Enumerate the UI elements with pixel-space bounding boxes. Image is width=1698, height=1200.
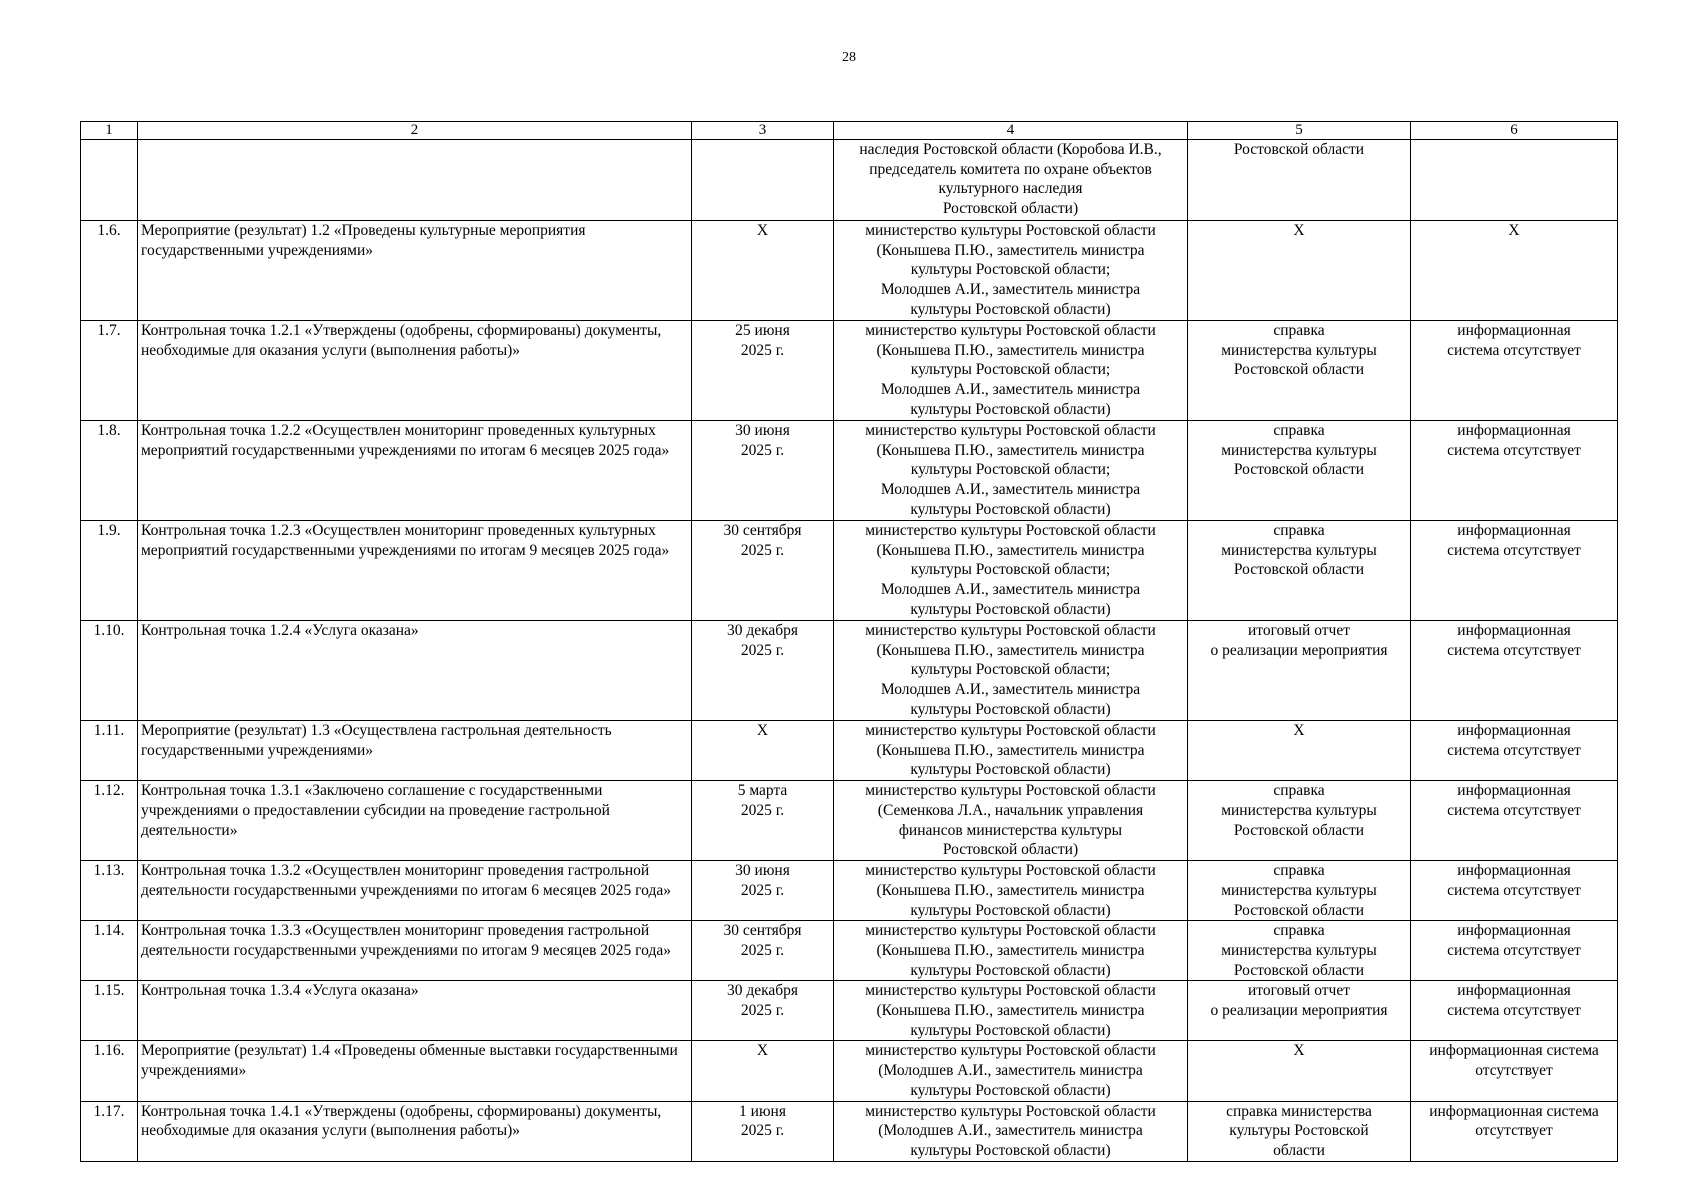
row-name: Контрольная точка 1.2.1 «Утверждены (одобрены, сформированы) документы, необходимые для оказания услуги (выполнения работы)»	[141, 322, 662, 359]
row-number-cell	[81, 321, 138, 421]
row-responsible: министерство культуры Ростовской области (Конышева П.Ю., заместитель министра культуры Ростовской области; Молодшев А.И., заместитель министра культуры Ростовской области)	[865, 422, 1156, 518]
row-document: справка министерства культуры Ростовской области	[1221, 322, 1377, 379]
row-system: информационная система отсутствует	[1447, 922, 1581, 959]
row-number-cell	[81, 140, 138, 221]
plan-table	[80, 121, 1618, 1162]
row-name-cell	[138, 721, 692, 781]
row-document: справка министерства культуры Ростовской области	[1221, 422, 1377, 479]
table-row	[81, 1041, 1618, 1101]
row-document: справка министерства культуры Ростовской области	[1221, 782, 1377, 839]
row-document-cell	[1188, 721, 1411, 781]
row-responsible-cell	[834, 321, 1188, 421]
row-responsible: министерство культуры Ростовской области (Конышева П.Ю., заместитель министра культуры Ростовской области)	[865, 922, 1156, 979]
row-date: 5 марта 2025 г.	[737, 782, 788, 819]
row-number: 1.11.	[93, 722, 125, 739]
row-date-cell	[692, 621, 834, 721]
row-responsible: министерство культуры Ростовской области (Конышева П.Ю., заместитель министра культуры Ростовской области; Молодшев А.И., заместитель министра культуры Ростовской области)	[865, 222, 1156, 318]
row-date: 30 сентября 2025 г.	[723, 522, 802, 559]
row-system: информационная система отсутствует	[1447, 622, 1581, 659]
table-row	[81, 921, 1618, 981]
row-document: справка министерства культуры Ростовской области	[1226, 1102, 1372, 1159]
row-date-cell	[692, 981, 834, 1041]
table-row	[81, 781, 1618, 861]
row-document: справка министерства культуры Ростовской области	[1221, 862, 1377, 919]
row-number: 1.6.	[97, 222, 121, 239]
row-responsible: министерство культуры Ростовской области (Конышева П.Ю., заместитель министра культуры Ростовской области; Молодшев А.И., заместитель министра культуры Ростовской области)	[865, 322, 1156, 418]
row-system-cell	[1411, 861, 1618, 921]
row-responsible-cell	[834, 781, 1188, 861]
row-name: Контрольная точка 1.3.1 «Заключено соглашение с государственными учреждениями о предоставлении субсидии на проведение гастрольной деятельности»	[141, 782, 610, 839]
row-name-cell	[138, 321, 692, 421]
row-system-cell	[1411, 1101, 1618, 1161]
row-number-cell	[81, 1041, 138, 1101]
row-responsible-cell	[834, 921, 1188, 981]
row-date-cell	[692, 781, 834, 861]
row-system: информационная система отсутствует	[1429, 1102, 1599, 1140]
row-number-cell	[81, 521, 138, 621]
row-number-cell	[81, 781, 138, 861]
row-responsible: министерство культуры Ростовской области (Конышева П.Ю., заместитель министра культуры Ростовской области)	[865, 982, 1156, 1039]
row-name-cell	[138, 861, 692, 921]
row-date-cell	[692, 921, 834, 981]
row-name: Мероприятие (результат) 1.3 «Осуществлена гастрольная деятельность государственными учреждениями»	[141, 722, 612, 759]
row-document-cell	[1188, 981, 1411, 1041]
row-document: итоговый отчет о реализации мероприятия	[1210, 982, 1388, 1020]
row-system: информационная система отсутствует	[1429, 1042, 1599, 1080]
row-document-cell	[1188, 621, 1411, 721]
row-responsible-cell	[834, 861, 1188, 921]
table-row	[81, 721, 1618, 781]
row-number: 1.8.	[97, 422, 121, 439]
row-responsible: министерство культуры Ростовской области (Молодшев А.И., заместитель министра культуры Ростовской области)	[865, 1042, 1156, 1099]
column-number-1: 1	[81, 122, 138, 140]
row-system-cell	[1411, 521, 1618, 621]
table-row	[81, 981, 1618, 1041]
table-row	[81, 321, 1618, 421]
row-responsible: министерство культуры Ростовской области (Семенкова Л.А., начальник управления финансов министерства культуры Ростовской области)	[865, 782, 1156, 859]
row-number: 1.17.	[93, 1102, 125, 1120]
row-name-cell	[138, 221, 692, 321]
row-responsible: министерство культуры Ростовской области (Конышева П.Ю., заместитель министра культуры Ростовской области)	[865, 862, 1156, 919]
row-date: X	[756, 1042, 769, 1060]
row-date-cell	[692, 321, 834, 421]
row-responsible-cell	[834, 521, 1188, 621]
column-number-6: 6	[1411, 122, 1618, 140]
row-number-cell	[81, 1101, 138, 1161]
row-date: 30 декабря 2025 г.	[726, 982, 799, 1020]
row-document: справка министерства культуры Ростовской области	[1221, 922, 1377, 979]
row-system-cell	[1411, 981, 1618, 1041]
row-date: 1 июня 2025 г.	[739, 1102, 786, 1140]
table-row	[81, 221, 1618, 321]
row-responsible: министерство культуры Ростовской области (Конышева П.Ю., заместитель министра культуры Ростовской области; Молодшев А.И., заместитель министра культуры Ростовской области)	[865, 622, 1156, 718]
row-responsible-cell	[834, 621, 1188, 721]
row-name-cell	[138, 781, 692, 861]
table-row	[81, 421, 1618, 521]
row-responsible-cell	[834, 421, 1188, 521]
row-date: 30 декабря 2025 г.	[726, 622, 799, 659]
row-number-cell	[81, 221, 138, 321]
row-number-cell	[81, 861, 138, 921]
row-date-cell	[692, 721, 834, 781]
row-date-cell	[692, 221, 834, 321]
row-name: Контрольная точка 1.3.2 «Осуществлен мониторинг проведения гастрольной деятельности государственными учреждениями по итогам 6 месяцев 2025 года»	[141, 862, 671, 899]
row-number-cell	[81, 981, 138, 1041]
row-document-cell	[1188, 321, 1411, 421]
row-system-cell	[1411, 921, 1618, 981]
row-responsible-cell	[834, 721, 1188, 781]
row-name: Контрольная точка 1.2.2 «Осуществлен мониторинг проведенных культурных мероприятий государственными учреждениями по итогам 6 месяцев 2025 года»	[141, 422, 670, 459]
row-system: информационная система отсутствует	[1447, 722, 1581, 759]
row-number-cell	[81, 721, 138, 781]
row-date: X	[756, 222, 769, 239]
row-document-cell	[1188, 221, 1411, 321]
row-system: информационная система отсутствует	[1447, 862, 1581, 899]
row-number: 1.15.	[93, 982, 125, 1000]
row-responsible-cell	[834, 221, 1188, 321]
row-document: X	[1293, 722, 1305, 739]
row-responsible-cell	[834, 1101, 1188, 1161]
row-document: Ростовской области	[1233, 141, 1365, 158]
row-name: Контрольная точка 1.2.4 «Услуга оказана»	[141, 622, 419, 639]
row-date-cell	[692, 1041, 834, 1101]
column-number-row	[81, 122, 1618, 140]
row-responsible-cell	[834, 1041, 1188, 1101]
row-document-cell	[1188, 140, 1411, 221]
row-system-cell	[1411, 140, 1618, 221]
page-number: 28	[842, 50, 856, 65]
row-name-cell	[138, 140, 692, 221]
column-number-5: 5	[1188, 122, 1411, 140]
row-name-cell	[138, 621, 692, 721]
table-row	[81, 1101, 1618, 1161]
row-system-cell	[1411, 221, 1618, 321]
row-system-cell	[1411, 421, 1618, 521]
row-system-cell	[1411, 721, 1618, 781]
row-name: Мероприятие (результат) 1.2 «Проведены культурные мероприятия государственными учреждениями»	[141, 222, 586, 259]
row-document-cell	[1188, 861, 1411, 921]
row-responsible: министерство культуры Ростовской области (Конышева П.Ю., заместитель министра культуры Ростовской области; Молодшев А.И., заместитель министра культуры Ростовской области)	[865, 522, 1156, 618]
row-date: 30 сентября 2025 г.	[723, 922, 802, 959]
column-number-3: 3	[692, 122, 834, 140]
row-number: 1.7.	[97, 322, 121, 339]
row-date-cell	[692, 521, 834, 621]
row-name: Контрольная точка 1.2.3 «Осуществлен мониторинг проведенных культурных мероприятий государственными учреждениями по итогам 9 месяцев 2025 года»	[141, 522, 670, 559]
row-system-cell	[1411, 621, 1618, 721]
row-number: 1.10.	[93, 622, 125, 639]
row-number: 1.16.	[93, 1042, 125, 1060]
row-document: итоговый отчет о реализации мероприятия	[1210, 622, 1388, 659]
row-name: Контрольная точка 1.4.1 «Утверждены (одобрены, сформированы) документы, необходимые для оказания услуги (выполнения работы)»	[141, 1102, 662, 1140]
row-name-cell	[138, 1101, 692, 1161]
row-system-cell	[1411, 781, 1618, 861]
row-document-cell	[1188, 1041, 1411, 1101]
row-system-cell	[1411, 321, 1618, 421]
row-number-cell	[81, 921, 138, 981]
row-name: Контрольная точка 1.3.3 «Осуществлен мониторинг проведения гастрольной деятельности государственными учреждениями по итогам 9 месяцев 2025 года»	[141, 922, 671, 959]
row-system: информационная система отсутствует	[1447, 522, 1581, 559]
row-document-cell	[1188, 1101, 1411, 1161]
row-responsible: министерство культуры Ростовской области (Молодшев А.И., заместитель министра культуры Ростовской области)	[865, 1102, 1156, 1159]
row-system: информационная система отсутствует	[1447, 422, 1581, 459]
row-document: X	[1293, 1042, 1305, 1060]
row-number: 1.9.	[97, 522, 121, 539]
row-system-cell	[1411, 1041, 1618, 1101]
row-document-cell	[1188, 781, 1411, 861]
row-system: информационная система отсутствует	[1447, 322, 1581, 359]
row-name-cell	[138, 421, 692, 521]
table-row	[81, 140, 1618, 221]
row-document: справка министерства культуры Ростовской области	[1221, 522, 1377, 579]
row-name: Мероприятие (результат) 1.4 «Проведены обменные выставки государственными учреждениями»	[141, 1042, 678, 1080]
row-responsible-cell	[834, 140, 1188, 221]
row-responsible: наследия Ростовской области (Коробова И.В., председатель комитета по охране объектов культурного наследия Ростовской области)	[859, 141, 1162, 218]
row-name-cell	[138, 521, 692, 621]
row-date-cell	[692, 421, 834, 521]
row-number: 1.12.	[93, 782, 125, 800]
row-system: информационная система отсутствует	[1447, 982, 1581, 1020]
row-document-cell	[1188, 921, 1411, 981]
row-responsible: министерство культуры Ростовской области (Конышева П.Ю., заместитель министра культуры Ростовской области)	[865, 722, 1156, 779]
table-row	[81, 861, 1618, 921]
row-name-cell	[138, 1041, 692, 1101]
row-responsible-cell	[834, 981, 1188, 1041]
row-name: Контрольная точка 1.3.4 «Услуга оказана»	[141, 982, 419, 1000]
row-number: 1.13.	[93, 862, 125, 880]
row-number: 1.14.	[93, 922, 125, 940]
row-date-cell	[692, 140, 834, 221]
row-number-cell	[81, 621, 138, 721]
row-document: X	[1293, 222, 1305, 239]
table-row	[81, 621, 1618, 721]
row-date: 30 июня 2025 г.	[735, 862, 790, 899]
column-number-2: 2	[138, 122, 692, 140]
row-number-cell	[81, 421, 138, 521]
row-name-cell	[138, 921, 692, 981]
column-number-4: 4	[834, 122, 1188, 140]
row-name-cell	[138, 981, 692, 1041]
row-document-cell	[1188, 421, 1411, 521]
row-date-cell	[692, 861, 834, 921]
table-row	[81, 521, 1618, 621]
row-document-cell	[1188, 521, 1411, 621]
row-date: 30 июня 2025 г.	[735, 422, 790, 459]
row-date-cell	[692, 1101, 834, 1161]
row-system: информационная система отсутствует	[1447, 782, 1581, 819]
row-system: X	[1508, 222, 1520, 239]
row-date: X	[756, 722, 769, 739]
row-date: 25 июня 2025 г.	[735, 322, 790, 359]
